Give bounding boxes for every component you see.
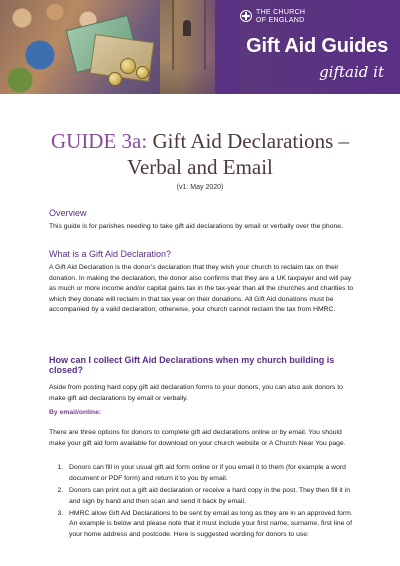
email-online-intro: There are three options for donors to complete gift aid declarations online or by email. You should make your gift aid form available for download on your church website or A Church Near You page. (49, 429, 346, 447)
cross-icon (240, 10, 252, 22)
coin-image (136, 66, 149, 79)
org-name-line2: OF ENGLAND (256, 17, 305, 24)
giftaid-it-logo: giftaid it (319, 63, 384, 81)
header-banner (0, 0, 400, 94)
what-is-heading: What is a Gift Aid Declaration? (49, 249, 172, 259)
overview-text: This guide is for parishes needing to take gift aid declarations by email or verbally over the phone. (49, 223, 343, 230)
list-item: 3. HMRC allow Gift Aid Declarations to be sent by email as long as they are in an approved form. An example is below and please note that it must include your first name, surname, first line of your home address and postcode. Here is suggested wording for donors to use: (65, 509, 355, 541)
email-online-subheading: By email/online: (49, 409, 102, 417)
page-title (0, 128, 400, 180)
banner-fade (180, 0, 240, 94)
banner-title: Gift Aid Guides (246, 35, 388, 57)
church-of-england-logo (240, 9, 326, 25)
what-is-section (49, 249, 355, 316)
what-is-text: A Gift Aid Declaration is the donor’s declaration that they wish your church to reclaim tax on their donation. In making the declaration, the donor also confirms that they are a UK taxpayer and will pay as much or more income and/or capital gains tax in the tax-year than all the churches and charities to which they donate will reclaim in that tax year on their donations. All Gift Aid donations must be accompanied by a valid declaration; otherwise, your church cannot reclaim the tax from HMRC. (49, 264, 354, 314)
how-collect-text: Aside from posting hard copy gift aid declaration forms to your donors, you can also ask donors to make gift aid declarations by email or verbally. (49, 384, 343, 402)
overview-section (49, 208, 355, 233)
list-item: 2. Donors can print out a gift aid declaration or receive a hard copy in the post. They then fill it in and sign by hand and then scan and send it back by email. (65, 486, 355, 507)
title-line1: Gift Aid Declarations – (152, 129, 350, 153)
list-item: 1. Donors can fill in your usual gift aid form online or if you email it to them (for example a word document or PDF form) and return it to you by email. (65, 463, 355, 484)
how-collect-heading: How can I collect Gift Aid Declarations when my church building is closed? (49, 355, 335, 375)
coin-image (120, 58, 136, 74)
options-list (49, 463, 355, 540)
guide-number: GUIDE 3a: (50, 129, 148, 153)
org-name-line1: THE CHURCH (256, 9, 306, 16)
how-collect-section (49, 355, 355, 542)
coin-image (108, 72, 122, 86)
title-line2: Verbal and Email (127, 155, 273, 179)
version-label: (v1: May 2020) (176, 184, 224, 191)
org-name (256, 9, 326, 25)
overview-heading: Overview (49, 208, 87, 218)
